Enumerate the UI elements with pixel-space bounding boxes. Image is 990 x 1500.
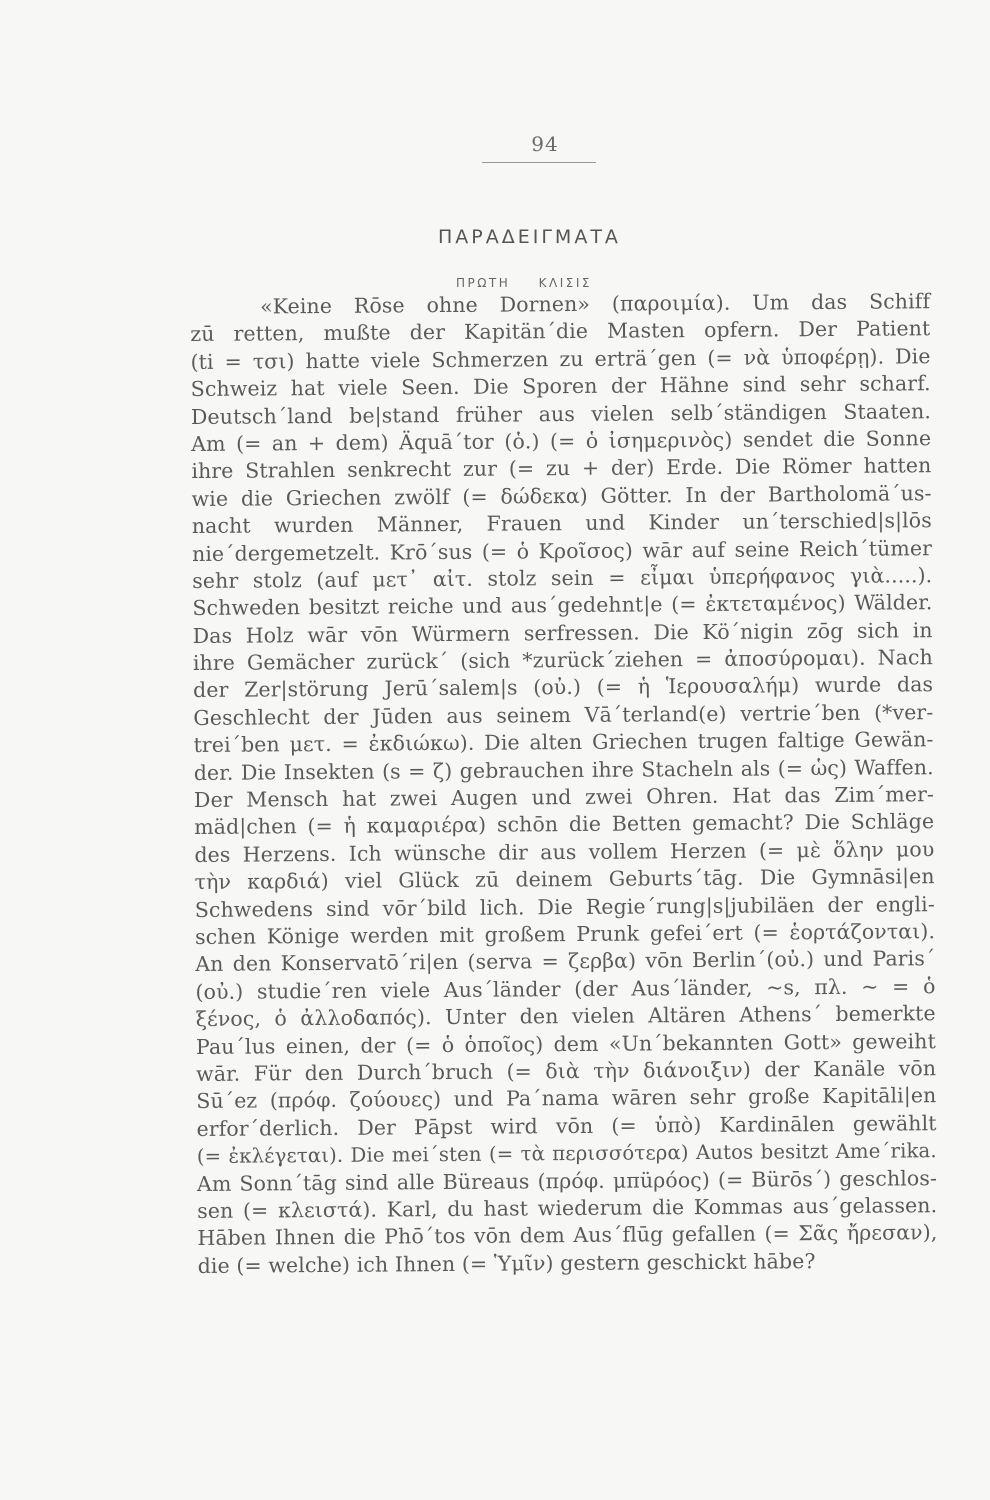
text-line: nacht wurden Männer, Frauen und Kinder un´terschied|s|lōs — [191, 508, 932, 539]
text-line: (= ἐκλέγεται). Die mei´sten (= τὰ περισσότερα) Autos besitzt Ame´rika. — [196, 1139, 937, 1169]
page-number-rule — [482, 162, 596, 163]
text-line: Der Mensch hat zwei Augen und zwei Ohren. Hat das Zim´mer- — [193, 782, 935, 813]
text-line: Am Sonn´tāg sind alle Büreaus (πρόφ. μπüρόος) (= Bürōs´) geschlos- — [196, 1165, 938, 1196]
text-line: Sū´ez (πρόφ. ζούουες) und Pa´nama wāren sehr große Kapitāli|en — [196, 1083, 937, 1114]
text-line: Hāben Ihnen die Phō´tos vōn dem Aus´flūg gefallen (= Σᾶς ἤρεσαν), — [197, 1220, 938, 1251]
text-line: mäd|chen (= ἡ καμαριέρα) schōn die Betten gemacht? Die Schläge — [194, 809, 935, 840]
text-line: Schweden besitzt reiche und aus´gedehnt|e (= ἐκτεταμένος) Wälder. — [192, 590, 933, 621]
text-line: sen (= κλειστά). Karl, du hast wiederum die Kommas aus´gelassen. — [197, 1193, 938, 1223]
text-line: Schweiz hat viele Seen. Die Sporen der Hähne sind sehr scharf. — [190, 371, 931, 402]
text-line: ξένος, ὁ ἀλλοδαπός). Unter den vielen Altären Athens´ bemerkte — [195, 1001, 936, 1032]
text-line: An den Konservatō´ri|en (serva = ζερβα) vōn Berlin´(οὐ.) und Paris´ — [195, 946, 936, 977]
text-line: Schwedens sind vōr´bild lich. Die Regie´rung|s|jubiläen der engli- — [194, 891, 935, 922]
subheading-word-1: ΠΡΩΤΗ — [456, 276, 511, 290]
text-line: der Zer|störung Jerū´salem|s (οὐ.) (= ἡ Ἱερουσαλήμ) wurde das — [193, 672, 934, 703]
text-line: die (= welche) ich Ihnen (= Ὑμῖν) gestern geschickt hābe? — [197, 1248, 816, 1278]
text-line: ihre Strahlen senkrecht zur (= zu + der) Erde. Die Römer hatten — [191, 453, 932, 484]
text-line: τὴν καρδιά) viel Glück zū deinem Geburts´tāg. Die Gymnāsi|en — [194, 864, 935, 895]
text-line: «Keine Rōse ohne Dornen» (παροιμία). Um das Schiff — [260, 289, 931, 319]
text-line: (οὐ.) studie´ren viele Aus´länder (der Aus´länder, ~s, πλ. ~ = ὁ — [195, 973, 936, 1004]
text-line: des Herzens. Ich wünsche dir aus vollem Herzen (= μὲ ὅλην μου — [194, 836, 935, 867]
body-text — [190, 288, 938, 1280]
text-line: zū retten, mußte der Kapitän´die Masten opfern. Der Patient — [190, 316, 931, 347]
text-line: trei´ben μετ. = ἐκδιώκω). Die alten Griechen trugen faltige Gewän- — [193, 727, 934, 758]
text-line: sehr stolz (auf μετ᾽ αἰτ. stolz sein = εἶμαι ὑπερήφανος γιὰ.....). — [192, 563, 933, 593]
text-line: nie´dergemetzelt. Krō´sus (= ὁ Κροῖσος) wār auf seine Reich´tümer — [191, 535, 933, 566]
text-line: wie die Griechen zwölf (= δώδεκα) Götter. In der Bartholomä´us- — [191, 480, 932, 511]
text-line: Am (= an + dem) Äquā´tor (ὁ.) (= ὁ ἰσημερινὸς) sendet die Sonne — [191, 426, 932, 456]
text-line: (ti = τσι) hatte viele Schmerzen zu erträ´gen (= νὰ ὑποφέρῃ). Die — [190, 343, 931, 374]
text-line: Deutsch´land be|stand früher aus vielen selb´ständigen Staaten. — [190, 398, 932, 429]
text-line: Geschlecht der Jūden aus seinem Vā´terland(e) vertrie´ben (*ver- — [193, 700, 934, 730]
section-subheading — [456, 276, 592, 290]
subheading-word-2: ΚΛΙΣΙΣ — [538, 276, 592, 290]
text-line: der. Die Insekten (s = ζ) gebrauchen ihre Stacheln als (= ὡς) Waffen. — [193, 754, 934, 785]
text-line: erfor´derlich. Der Pāpst wird vōn (= ὑπὸ) Kardinālen gewählt — [196, 1110, 937, 1141]
text-line: schen Könige werden mit großem Prunk gefei´ert (= ἑορτάζονται). — [194, 919, 936, 949]
text-line: wār. Für den Durch´bruch (= διὰ τὴν διάνοιξιν) der Kanäle vōn — [196, 1056, 937, 1086]
page-number: 94 — [531, 132, 559, 156]
text-line: Das Holz wār vōn Würmern serfressen. Die Kö´nigin zōg sich in — [192, 617, 933, 648]
text-line: Pau´lus einen, der (= ὁ ὁποῖος) dem «Un´bekannten Gott» geweiht — [195, 1028, 936, 1059]
section-heading: ΠΑΡΑΔΕΙΓΜΑΤΑ — [438, 226, 621, 248]
text-line: ihre Gemächer zurück´ (sich *zurück´ziehen = ἀποσύρομαι). Nach — [192, 645, 933, 676]
